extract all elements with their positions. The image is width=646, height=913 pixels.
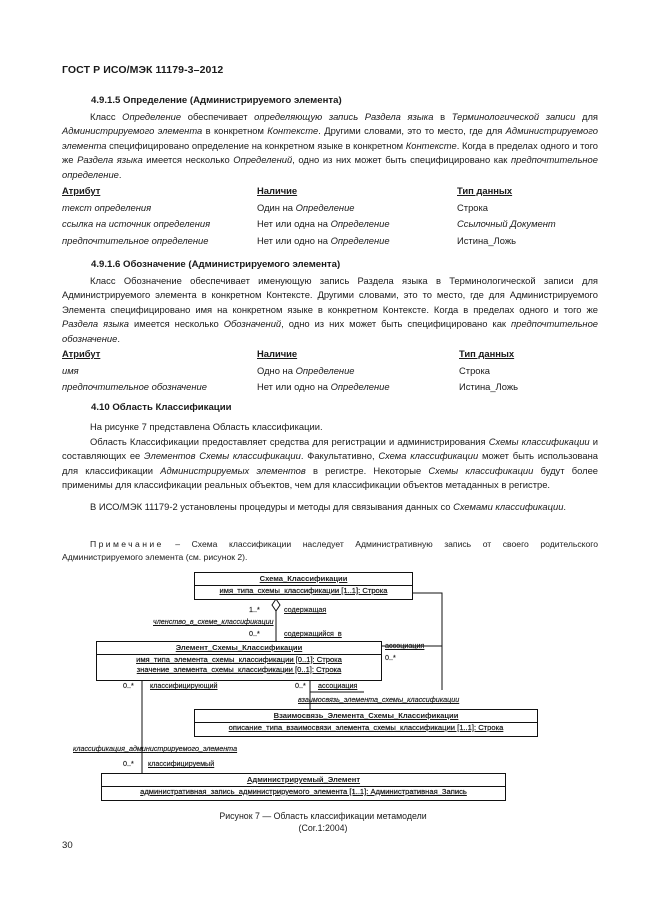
class-box-item-relationship [194,709,538,737]
text-run: Класс [90,111,123,122]
italic-term: Схемы классификации [428,464,534,476]
cell-datatype: Истина_Ложь [457,234,516,246]
class-title: Схема_Классификации [195,573,412,586]
class-attribute: значение_элемента_схемы_классификации [0..1]: Строка [136,665,342,674]
multiplicity-label: 0..* [295,681,306,690]
italic-term: предпочтительное обозначение [62,318,599,344]
text-run: и составляющих ее [62,436,598,462]
cell-attribute: ссылка на источник определения [62,218,211,229]
text-run: . Факультативно, [300,450,379,462]
text-run: В ИСО/МЭК 11179-2 установлены процедуры и методы для связывания данных со [90,501,454,512]
cell-datatype: Строка [457,201,489,213]
text-run: имеется несколько [128,318,224,330]
text-run: , одно из них может быть специфицировано как [292,154,511,166]
class-attribute: административная_запись_администрируемого_элемента [1..1]: Административная_Запись [140,787,467,796]
association-label-top: ассоциация [385,641,425,650]
text-run: . [563,501,567,512]
text-run: . Другими словами, это то место, где для [318,125,506,137]
role-label-classified: классифицируемый [148,759,215,768]
class-attribute: имя_типа_элемента_схемы_классификации [0..1]: Строка [136,655,342,664]
note-text: – Схема классификации наследует Административную запись от своего родительского Администрируемого элемента (см. рисунок 2). [62,539,598,562]
association-label-membership: членство_в_схеме_классификации [153,617,274,626]
text-run: . Когда в пределах одного и того же [62,139,598,166]
italic-term: Определение [122,111,182,122]
text-run: , одно из них может быть специфицировано как [281,318,511,330]
cell-attribute: текст определения [62,201,152,213]
document-header: ГОСТ Р ИСО/МЭК 11179-3–2012 [62,64,224,76]
note-label: Примечание [90,539,164,549]
section-heading-definition: 4.9.1.5 Определение (Администрируемого элемента) [91,95,342,106]
column-header-attribute: Атрибут [62,185,101,196]
cell-attribute: предпочтительное определение [62,234,209,246]
text-run: имеется несколько [142,154,234,166]
association-label-relationship: взаимосвязь_элемента_схемы_классификации [298,695,460,704]
class-attribute: описание_типа_взаимосвязи_элемента_схемы_классификации [1..1]: Строка [228,723,504,732]
role-label-classifying: классифицирующий [150,681,218,690]
association-label-mid: ассоциация [318,681,358,690]
cell-datatype: Строка [459,364,491,376]
multiplicity-label: 0..* [123,759,134,768]
text-run: . [117,332,120,344]
class-title: Элемент_Схемы_Классификации [97,642,381,655]
cell-datatype: Истина_Ложь [459,381,518,392]
italic-term: Схемами классификации [453,501,564,512]
class-box-classification-scheme-item [96,641,382,681]
text-run: Область Классификации предоставляет средства для регистрации и администрирования [90,436,489,447]
association-label-admin-classification: классификация_администрируемого_элемента [73,744,238,753]
class-box-administered-item [101,773,506,801]
cell-attribute: предпочтительное обозначение [62,381,207,392]
cell-presence: Нет или одно на Определение [257,234,390,246]
cell-presence: Нет или одно на Определение [257,381,390,392]
text-run: обеспечивает [181,111,255,122]
cell-presence: Один на Определение [257,201,355,213]
multiplicity-label: 1..* [249,605,260,614]
cell-datatype: Ссылочный Документ [457,218,556,229]
italic-term: Схема классификации [378,450,479,462]
italic-term: Раздела языка [62,318,129,330]
figure-caption [0,810,646,834]
role-label-containing: содержащая [284,605,327,614]
column-header-attribute: Атрибут [62,348,101,359]
italic-term: Обозначений [223,318,282,330]
text-run: будут более применимы для классификации реальных объектов, чем для классификации объектов метаданных в регистре. [62,464,598,491]
italic-term: Администрируемого элемента [62,125,203,137]
italic-term: Раздела языка [77,154,143,166]
text-run: На рисунке 7 представлена Область классификации. [90,421,323,432]
text-run: в [433,111,452,122]
column-header-datatype: Тип данных [459,348,515,359]
class-title: Взаимосвязь_Элемента_Схемы_Классификации [195,710,537,723]
column-header-datatype: Тип данных [457,185,513,196]
text-run: специфицировано определение на конкретном языке в конкретном [106,139,406,151]
italic-term: Схемы классификации [488,436,590,447]
italic-term: Контексте [405,139,457,151]
page-number: 30 [62,840,73,851]
italic-term: предпочтительное определение [62,154,598,180]
text-run: для [575,111,598,122]
section-heading-classification: 4.10 Область Классификации [91,402,232,413]
text-run: в конкретном [202,125,268,137]
figure-caption-title: Рисунок 7 — Область классификации метамодели [219,811,427,821]
class-box-classification-scheme [194,572,413,600]
italic-term: определяющую запись Раздела языка [254,111,434,122]
section-heading-designation: 4.9.1.6 Обозначение (Администрируемого элемента) [91,259,341,270]
column-header-presence: Наличие [257,185,298,196]
italic-term: Определений [233,154,293,166]
italic-term: Терминологической записи [451,111,576,122]
italic-term: Администрируемых элементов [160,464,306,476]
italic-term: Элементов Схемы классификации [144,450,301,462]
text-run: Класс Обозначение обеспечивает именующую запись Раздела языка в Терминологической записи для Администрируемого элемента в конкретном Контексте. Другими словами, это то место, где для Администрируемого Элемента специфицировано имя на конкретном языке в конкретном Контексте. Когда в пределах одного и того же [62,275,598,315]
multiplicity-label: 0..* [385,653,396,662]
figure-caption-reference: (Cor.1:2004) [298,823,348,833]
cell-presence: Одно на Определение [257,364,355,376]
cell-presence: Нет или одна на Определение [257,218,390,229]
text-run: . [118,168,122,180]
class-attribute: имя_типа_схемы_классификации [1..1]: Строка [219,586,388,595]
italic-term: Администрируемого элемента [62,125,598,151]
text-run: может быть использована для классификации [62,450,599,476]
role-label-contained-in: содержащийся_в [284,629,342,638]
cell-attribute: имя [62,364,79,376]
multiplicity-label: 0..* [249,629,260,638]
class-title: Администрируемый_Элемент [102,774,505,787]
multiplicity-label: 0..* [123,681,134,690]
italic-term: Контексте [267,125,319,137]
column-header-presence: Наличие [257,348,298,359]
text-run: в регистре. Некоторые [305,464,429,476]
